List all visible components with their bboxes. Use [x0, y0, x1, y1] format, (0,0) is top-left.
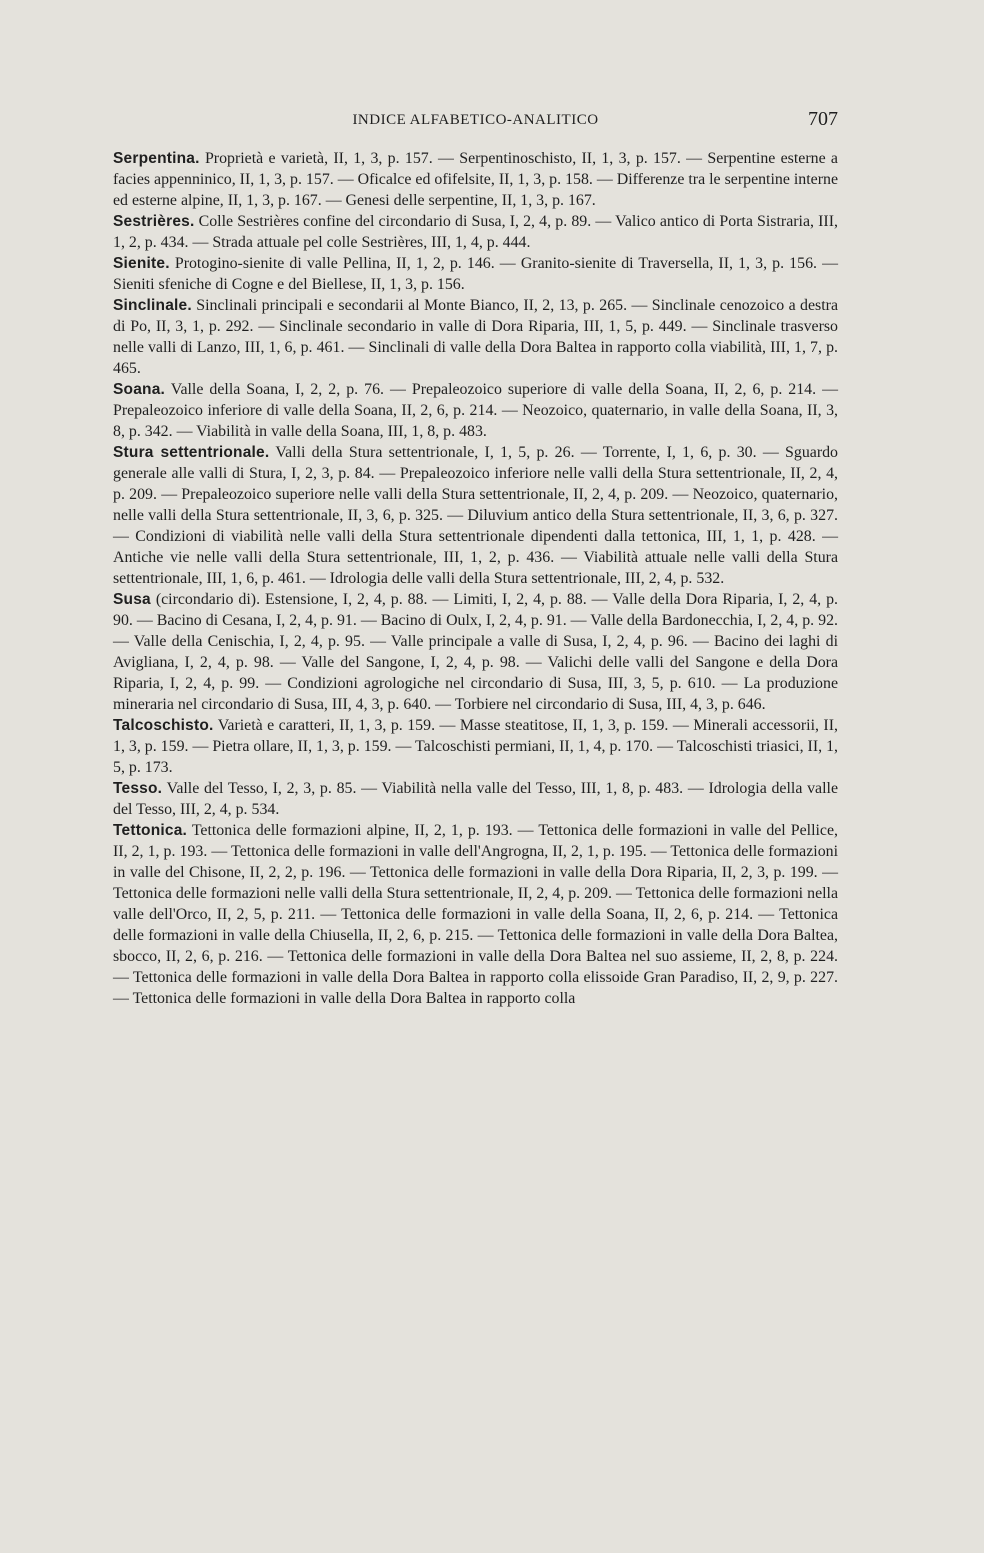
- entry-head: Sestrières.: [113, 213, 195, 230]
- index-entry-sestrieres: [113, 211, 838, 253]
- index-entry-tesso: [113, 778, 838, 820]
- page-header: [113, 108, 838, 136]
- index-entry-sinclinale: [113, 295, 838, 379]
- entry-head: Serpentina.: [113, 150, 200, 167]
- page-number: 707: [808, 108, 838, 130]
- entry-head: Stura settentrionale.: [113, 444, 270, 461]
- index-entry-talcoschisto: [113, 715, 838, 778]
- index-body: [113, 148, 838, 1009]
- entry-text: Proprietà e varietà, II, 1, 3, p. 157. — Serpentinoschisto, II, 1, 3, p. 157. — Serpentine esterne a facies appenninico, II, 1, 3, p. 157. — Oficalce ed ofifelsite, II, 1, 3, p. 158. — Differenze tra le serpentine interne ed esterne alpine, II, 1, 3, p. 167. — Genesi delle serpentine, II, 1, 3, p. 167.: [113, 150, 838, 209]
- entry-text: (circondario di). Estensione, I, 2, 4, p. 88. — Limiti, I, 2, 4, p. 88. — Valle della Dora Riparia, I, 2, 4, p. 90. — Bacino di Cesana, I, 2, 4, p. 91. — Bacino di Oulx, I, 2, 4, p. 91. — Valle della Bardonecchia, I, 2, 4, p. 92. — Valle della Cenischia, I, 2, 4, p. 95. — Valle principale a valle di Susa, I, 2, 4, p. 96. — Bacino dei laghi di Avigliana, I, 2, 4, p. 98. — Valle del Sangone, I, 2, 4, p. 98. — Valichi delle valli del Sangone e della Dora Riparia, I, 2, 4, p. 99. — Condizioni agrologiche nel circondario di Susa, III, 3, 5, p. 610. — La produzione mineraria nel circondario di Susa, III, 4, 3, p. 640. — Torbiere nel circondario di Susa, III, 4, 3, p. 646.: [113, 591, 838, 713]
- index-entry-serpentina: [113, 148, 838, 211]
- entry-text: Valle del Tesso, I, 2, 3, p. 85. — Viabilità nella valle del Tesso, III, 1, 8, p. 483. — Idrologia della valle del Tesso, III, 2, 4, p. 534.: [113, 780, 838, 818]
- entry-text: Sinclinali principali e secondarii al Monte Bianco, II, 2, 13, p. 265. — Sinclinale cenozoico a destra di Po, II, 3, 1, p. 292. — Sinclinale secondario in valle di Dora Riparia, III, 1, 5, p. 449. — Sinclinale trasverso nelle valli di Lanzo, III, 1, 6, p. 461. — Sinclinali di valle della Dora Baltea in rapporto colla viabilità, III, 1, 7, p. 465.: [113, 297, 838, 377]
- entry-text: Colle Sestrières confine del circondario di Susa, I, 2, 4, p. 89. — Valico antico di Porta Sistraria, III, 1, 2, p. 434. — Strada attuale pel colle Sestrières, III, 1, 4, p. 444.: [113, 213, 838, 251]
- index-entry-soana: [113, 379, 838, 442]
- entry-text: Valli della Stura settentrionale, I, 1, 5, p. 26. — Torrente, I, 1, 6, p. 30. — Sguardo generale alle valli di Stura, I, 2, 3, p. 84. — Prepaleozoico inferiore nelle valli della Stura settentrionale, II, 2, 4, p. 209. — Prepaleozoico superiore nelle valli della Stura settentrionale, II, 2, 4, p. 209. — Neozoico, quaternario, nelle valli della Stura settentrionale, II, 3, 6, p. 325. — Diluvium antico della Stura settentrionale, II, 3, 6, p. 327. — Condizioni di viabilità nelle valli della Stura settentrionale dipendenti dalla tettonica, III, 1, 1, p. 428. — Antiche vie nelle valli della Stura settentrionale, III, 1, 2, p. 436. — Viabilità attuale nelle valli della Stura settentrionale, III, 1, 6, p. 461. — Idrologia delle valli della Stura settentrionale, III, 2, 4, p. 532.: [113, 444, 839, 587]
- index-entry-tettonica: [113, 820, 838, 1009]
- entry-text: Protogino-sienite di valle Pellina, II, 1, 2, p. 146. — Granito-sienite di Traversella, II, 1, 3, p. 156. — Sieniti sfeniche di Cogne e del Biellese, II, 1, 3, p. 156.: [113, 255, 838, 293]
- entry-text: Tettonica delle formazioni alpine, II, 2, 1, p. 193. — Tettonica delle formazioni in valle del Pellice, II, 2, 1, p. 193. — Tettonica delle formazioni in valle dell'Angrogna, II, 2, 1, p. 195. — Tettonica delle formazioni in valle del Chisone, II, 2, 2, p. 196. — Tettonica delle formazioni in valle della Dora Riparia, II, 2, 3, p. 199. — Tettonica delle formazioni nelle valli della Stura settentrionale, II, 2, 4, p. 209. — Tettonica delle formazioni nella valle dell'Orco, II, 2, 5, p. 211. — Tettonica delle formazioni in valle della Soana, II, 2, 6, p. 214. — Tettonica delle formazioni in valle della Chiusella, II, 2, 6, p. 215. — Tettonica delle formazioni in valle della Dora Baltea, sbocco, II, 2, 6, p. 216. — Tettonica delle formazioni in valle della Dora Baltea nel suo assieme, II, 2, 8, p. 224. — Tettonica delle formazioni in valle della Dora Baltea in rapporto colla elissoide Gran Paradiso, II, 2, 9, p. 227. — Tettonica delle formazioni in valle della Dora Baltea in rapporto colla: [113, 822, 838, 1007]
- entry-head: Sienite.: [113, 255, 170, 272]
- index-entry-stura-settentrionale: [113, 442, 838, 589]
- entry-head: Tesso.: [113, 780, 163, 797]
- entry-head: Soana.: [113, 381, 166, 398]
- entry-head: Talcoschisto.: [113, 717, 214, 734]
- entry-text: Varietà e caratteri, II, 1, 3, p. 159. — Masse steatitose, II, 1, 3, p. 159. — Minerali accessorii, II, 1, 3, p. 159. — Pietra ollare, II, 1, 3, p. 159. — Talcoschisti permiani, II, 1, 4, p. 170. — Talcoschisti triasici, II, 1, 5, p. 173.: [113, 717, 838, 776]
- index-entry-susa: [113, 589, 838, 715]
- entry-text: Valle della Soana, I, 2, 2, p. 76. — Prepaleozoico superiore di valle della Soana, II, 2, 6, p. 214. — Prepaleozoico inferiore di valle della Soana, II, 2, 6, p. 214. — Neozoico, quaternario, in valle della Soana, II, 3, 8, p. 342. — Viabilità in valle della Soana, III, 1, 8, p. 483.: [113, 381, 838, 440]
- entry-head: Susa: [113, 591, 151, 608]
- index-entry-sienite: [113, 253, 838, 295]
- entry-head: Tettonica.: [113, 822, 188, 839]
- running-title: INDICE ALFABETICO-ANALITICO: [352, 112, 599, 128]
- entry-head: Sinclinale.: [113, 297, 192, 314]
